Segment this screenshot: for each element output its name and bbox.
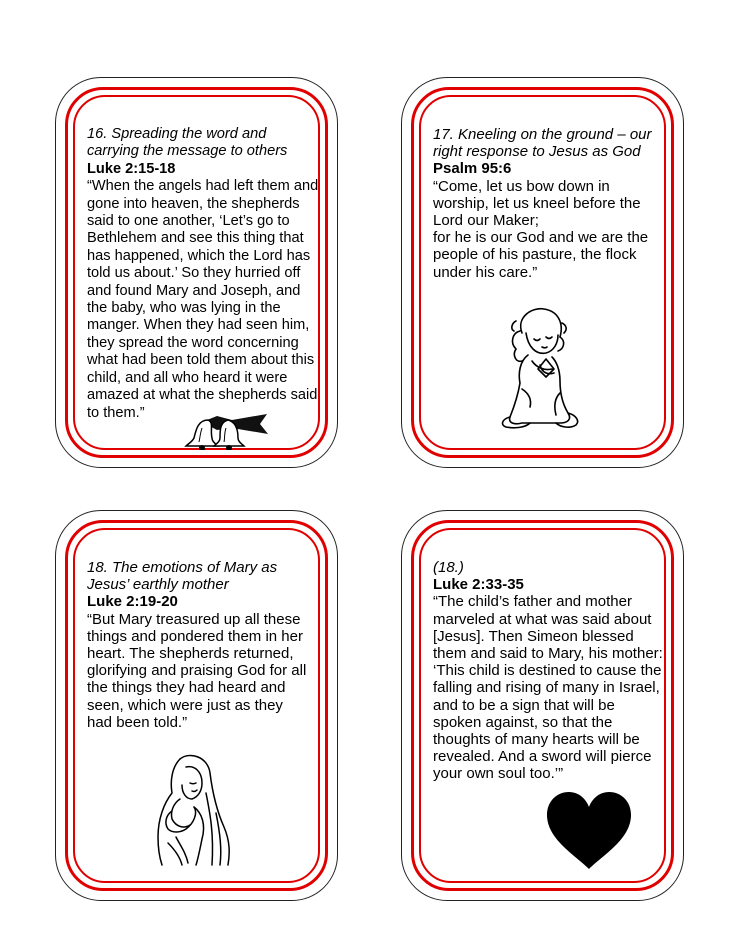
card-content [433,559,663,783]
card-heading: 18. The emotions of Mary as Jesus’ earthly mother [87,559,278,594]
card-content [87,559,309,731]
card-18-simeon [401,510,684,901]
scripture-reference: Luke 2:15-18 [87,160,176,177]
mary-holding-baby-icon [150,753,238,867]
scripture-text: “When the angels had left them and gone into heaven, the shepherds said to one another, ‘Let’s go to Bethlehem and see this thing that has happened, which the Lord has told us about.’ So they hurried off and found Mary and Joseph, and the baby, who was lying in the manger. When they had seen him, they spread the word concerning what had been told them about this child, and all who heard it were amazed at what the shepherds said to them.” [87,178,319,421]
card-content [87,126,319,422]
card-17-kneeling [401,77,684,468]
scripture-text: “Come, let us bow down in worship, let us kneel before the Lord our Maker; for he is our God and we are the people of his pasture, the flock under his care.” [433,177,649,281]
scripture-reference: Luke 2:33-35 [433,576,524,594]
card-heading: 16. Spreading the word and carrying the message to others [87,126,288,160]
bells-with-ribbon-icon [172,408,272,450]
scripture-reference: Luke 2:19-20 [87,593,178,611]
card-16-spreading-the-word [55,77,338,468]
scripture-reference: Psalm 95:6 [433,160,512,178]
heart-icon [545,791,633,871]
scripture-text: “But Mary treasured up all these things and pondered them in her heart. The shepherds returned, glorifying and praising God for all the things they had heard and seen, which were just as they had been told.” [87,610,307,731]
card-heading: 17. Kneeling on the ground – our right response to Jesus as God [433,126,652,161]
card-heading: (18.) [433,559,464,576]
card-content [433,126,659,281]
card-18-emotions-of-mary [55,510,338,901]
scripture-text: “The child’s father and mother marveled at what was said about [Jesus]. Then Simeon blessed them and said to Mary, his mother: ‘This child is destined to cause the falling and rising of many in Israel, and to be a sign that will be spoken against, so that the thoughts of many hearts will be revealed. And a sword will pierce your own soul too.’” [433,593,663,783]
kneeling-praying-child-icon [498,303,584,431]
